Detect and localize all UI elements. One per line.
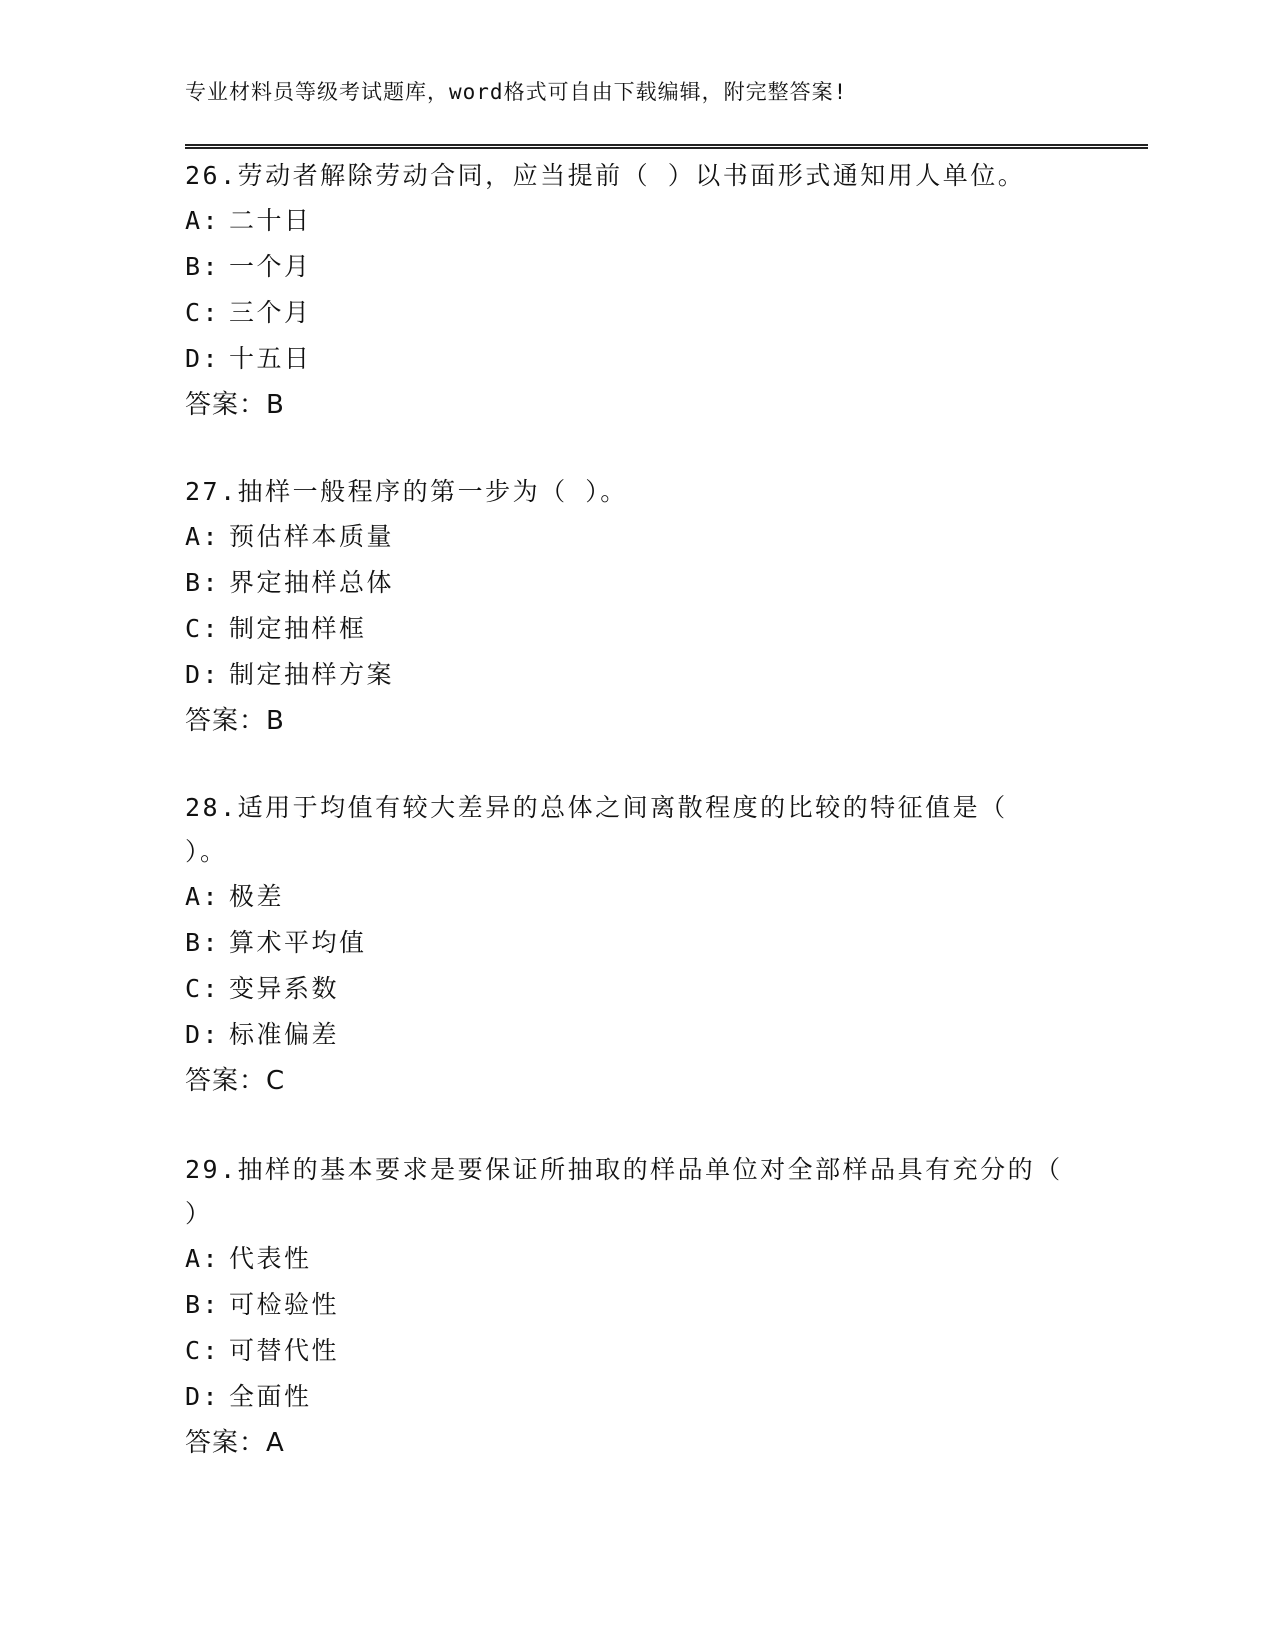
option-b [185, 244, 1085, 290]
option-key: A: [185, 522, 221, 551]
option-key: B: [185, 1290, 221, 1319]
option-d [185, 336, 1085, 382]
option-d [185, 1012, 1045, 1058]
option-d [185, 1374, 1073, 1420]
option-c [185, 290, 1085, 336]
option-b [185, 1282, 1073, 1328]
answer-value: B [266, 706, 284, 736]
question-27 [185, 470, 1085, 744]
question-stem: 29.抽样的基本要求是要保证所抽取的样品单位对全部样品具有充分的（ ） [185, 1155, 1063, 1228]
option-a [185, 514, 1085, 560]
page-header: 专业材料员等级考试题库，word格式可自由下载编辑，附完整答案! [185, 80, 848, 104]
option-key: D: [185, 660, 221, 689]
option-key: C: [185, 974, 221, 1003]
question-stem: 28.适用于均值有较大差异的总体之间离散程度的比较的特征值是（ ）。 [185, 793, 1008, 866]
option-c [185, 1328, 1073, 1374]
question-stem: 27.抽样一般程序的第一步为（ ）。 [185, 477, 628, 506]
option-key: C: [185, 298, 221, 327]
option-a [185, 1236, 1073, 1282]
question-26 [185, 154, 1085, 428]
option-text: 极差 [229, 882, 285, 911]
option-key: C: [185, 1336, 221, 1365]
answer-line [185, 1058, 1045, 1104]
option-key: D: [185, 1382, 221, 1411]
option-text: 预估样本质量 [229, 522, 395, 551]
option-text: 变异系数 [229, 974, 340, 1003]
option-key: B: [185, 568, 221, 597]
option-text: 十五日 [229, 344, 312, 373]
option-b [185, 560, 1085, 606]
answer-label: 答案： [185, 1066, 267, 1096]
answer-value: A [266, 1428, 284, 1458]
option-key: A: [185, 882, 221, 911]
option-text: 制定抽样方案 [229, 660, 395, 689]
option-text: 制定抽样框 [229, 614, 367, 643]
option-text: 全面性 [229, 1382, 312, 1411]
option-key: D: [185, 344, 221, 373]
option-c [185, 966, 1045, 1012]
question-29 [185, 1148, 1073, 1466]
option-key: D: [185, 1020, 221, 1049]
option-text: 二十日 [229, 206, 312, 235]
option-text: 可检验性 [229, 1290, 340, 1319]
answer-value: B [266, 390, 284, 420]
question-28 [185, 786, 1045, 1104]
option-c [185, 606, 1085, 652]
option-key: C: [185, 614, 221, 643]
option-key: A: [185, 1244, 221, 1273]
option-text: 三个月 [229, 298, 312, 327]
answer-line [185, 382, 1085, 428]
option-a [185, 198, 1085, 244]
option-text: 一个月 [229, 252, 312, 281]
answer-label: 答案： [185, 390, 267, 420]
option-text: 算术平均值 [229, 928, 367, 957]
answer-label: 答案： [185, 1428, 267, 1458]
answer-value: C [266, 1066, 285, 1096]
answer-label: 答案： [185, 706, 267, 736]
answer-line [185, 698, 1085, 744]
option-text: 可替代性 [229, 1336, 340, 1365]
option-text: 界定抽样总体 [229, 568, 395, 597]
option-key: A: [185, 206, 221, 235]
header-divider [185, 144, 1148, 149]
option-key: B: [185, 928, 221, 957]
option-key: B: [185, 252, 221, 281]
option-text: 代表性 [229, 1244, 312, 1273]
option-text: 标准偏差 [229, 1020, 340, 1049]
option-b [185, 920, 1045, 966]
question-stem: 26.劳动者解除劳动合同，应当提前（ ）以书面形式通知用人单位。 [185, 161, 1026, 190]
option-d [185, 652, 1085, 698]
option-a [185, 874, 1045, 920]
answer-line [185, 1420, 1073, 1466]
